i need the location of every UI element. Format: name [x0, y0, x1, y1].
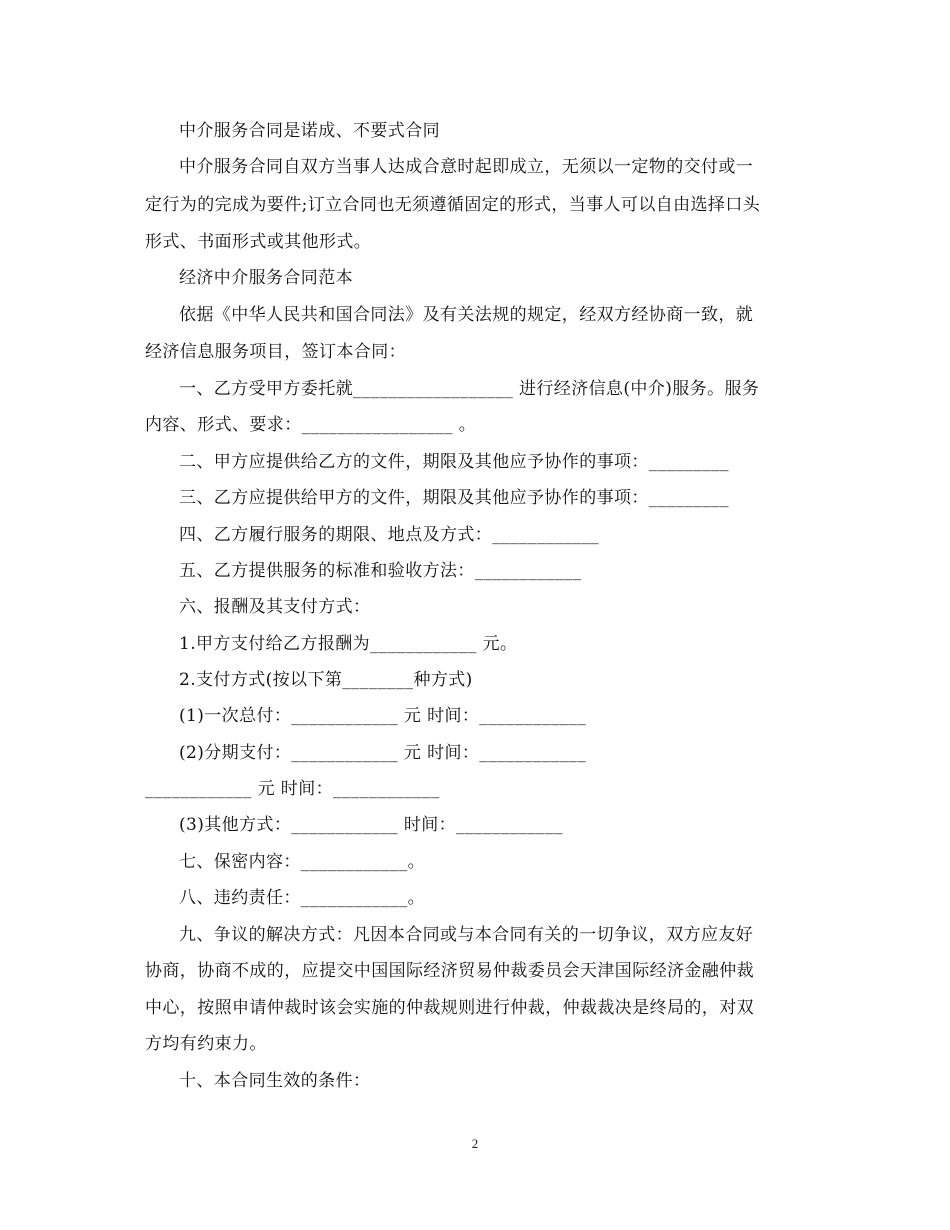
paragraph-line: 中介服务合同自双方当事人达成合意时起即成立，无须以一定物的交付或一 [179, 157, 754, 177]
clause-line: (1)一次总付：____________ 元 时间：____________ [179, 706, 587, 726]
clause-line: 十、本合同生效的条件： [179, 1071, 371, 1091]
paragraph-line: 中介服务合同是诺成、不要式合同 [179, 121, 440, 141]
clause-line: 协商，协商不成的，应提交中国国际经济贸易仲裁委员会天津国际经济金融仲裁 [145, 961, 754, 981]
clause-line: 八、违约责任：____________。 [179, 888, 425, 908]
clause-line: 五、乙方提供服务的标准和验收方法：____________ [179, 561, 582, 581]
clause-line: 三、乙方应提供给甲方的文件，期限及其他应予协作的事项：_________ [179, 488, 729, 508]
clause-line: 1.甲方支付给乙方报酬为____________ 元。 [179, 634, 518, 654]
paragraph-line: 依据《中华人民共和国合同法》及有关法规的规定，经双方经协商一致，就 [179, 305, 754, 325]
paragraph-line: 定行为的完成为要件;订立合同也无须遵循固定的形式，当事人可以自由选择口头 [145, 195, 761, 215]
paragraph-line: 经济信息服务项目，签订本合同： [145, 342, 406, 362]
clause-line: (3)其他方式：____________ 时间：____________ [179, 815, 563, 835]
clause-line: 七、保密内容：____________。 [179, 852, 425, 872]
paragraph-line: 形式、书面形式或其他形式。 [145, 232, 372, 252]
page-number: 2 [471, 1136, 479, 1151]
clause-line: 四、乙方履行服务的期限、地点及方式：____________ [179, 525, 599, 545]
clause-line: (2)分期支付：____________ 元 时间：____________ [179, 743, 587, 763]
clause-line: 中心，按照申请仲裁时该会实施的仲裁规则进行仲裁，仲裁裁决是终局的，对双 [145, 998, 754, 1018]
clause-line: 一、乙方受甲方委托就__________________ 进行经济信息(中介)服务。服务 [179, 379, 760, 399]
clause-line: 九、争议的解决方式：凡因本合同或与本合同有关的一切争议，双方应友好 [179, 925, 754, 945]
clause-line: 二、甲方应提供给乙方的文件，期限及其他应予协作的事项：_________ [179, 452, 729, 472]
clause-line: ____________ 元 时间：____________ [145, 779, 440, 799]
section-heading: 经济中介服务合同范本 [179, 268, 353, 288]
clause-line: 2.支付方式(按以下第________种方式) [179, 670, 473, 690]
clause-line: 内容、形式、要求：_________________ 。 [145, 415, 477, 435]
clause-line: 六、报酬及其支付方式： [179, 597, 371, 617]
clause-line: 方均有约束力。 [145, 1034, 267, 1054]
